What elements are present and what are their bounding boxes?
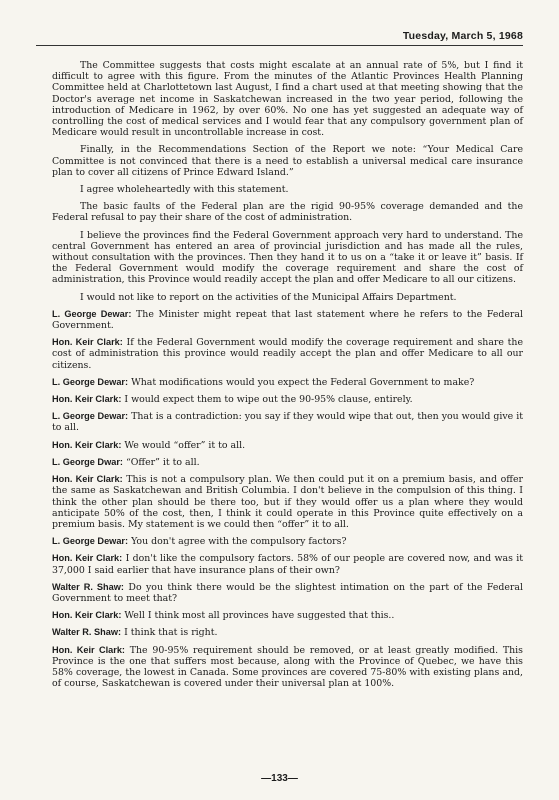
paragraph-text: I would expect them to wipe out the 90-95% clause, entirely. bbox=[124, 394, 413, 406]
paragraph-text: I believe the provinces find the Federal Government approach very hard to understand. The central Government has entered an area of provincial jurisdiction and has made all the rules, without consultation with the provinces. Then they hand it to us on a “take it or leave it” basis. If the Federal Government would modify the coverage requirement and share the cost of administration, this Province would readily accept the plan and offer Medicare to all our citizens. bbox=[52, 229, 523, 286]
body-paragraph bbox=[52, 60, 523, 138]
body-paragraph bbox=[52, 292, 523, 303]
paragraph-text: The Committee suggests that costs might escalate at an annual rate of 5%, but I find it difficult to agree with this figure. From the minutes of the Atlantic Provinces Health Planning Committee held at Charlottetown last August, I find a chart used at that meeting showing that the Doctor's average net income in Saskatchewan increased in the two year period, following the introduction of Medicare in 1962, by over 60%. No one has yet suggested an adequate way of controlling the cost of medical services and I would fear that any compulsory government plan of Medicare would result in uncontrollable increase in cost. bbox=[52, 60, 523, 139]
page-header bbox=[36, 30, 523, 46]
speaker-paragraph bbox=[52, 553, 523, 575]
paragraph-text: I would not like to report on the activities of the Municipal Affairs Department. bbox=[80, 291, 457, 303]
paragraph-text: I think that is right. bbox=[124, 627, 218, 639]
paragraph-text: I agree wholeheartedly with this statement. bbox=[80, 184, 289, 196]
speaker-name: Hon. Keir Clark: bbox=[52, 644, 125, 655]
paragraph-text: This is not a compulsory plan. We then could put it on a premium basis, and offer the same as Saskatchewan and British Columbia. I don't believe in the compulsion of this thing. I think the other plan should be there too, but if they would offer us a plan where they would anticipate 50% of the cost, then, I think it could operate in this Province quite effectively on a premium basis. My statement is we could then “offer” it to all. bbox=[52, 474, 524, 530]
speaker-paragraph bbox=[52, 627, 523, 638]
paragraph-text: The Minister might repeat that last statement where he refers to the Federal Government. bbox=[52, 308, 523, 332]
speaker-paragraph bbox=[52, 440, 523, 451]
speaker-name: Walter R. Shaw: bbox=[52, 627, 122, 638]
speaker-name: Hon. Keir Clark: bbox=[52, 337, 123, 348]
speaker-name: Hon. Keir Clark: bbox=[52, 474, 123, 485]
paragraph-text: You don't agree with the compulsory factors? bbox=[131, 536, 347, 548]
paragraph-text: Do you think there would be the slightest intimation on the part of the Federal Government to meet that? bbox=[52, 581, 523, 604]
paragraph-text: The basic faults of the Federal plan are the rigid 90-95% coverage demanded and the Federal refusal to pay their share of the cost of administration. bbox=[52, 201, 523, 224]
body-paragraph bbox=[52, 201, 523, 223]
speaker-paragraph bbox=[52, 645, 523, 690]
header-date: Tuesday, March 5, 1968 bbox=[402, 30, 523, 42]
body-paragraph bbox=[52, 184, 523, 195]
speaker-name: L. George Dewar: bbox=[52, 308, 132, 319]
speaker-paragraph bbox=[52, 309, 523, 331]
paragraph-text: Finally, in the Recommendations Section of the Report we note: “Your Medical Care Committee is not convinced that there is a need to establish a universal medical care insurance plan to cover all citizens of Prince Edward Island.” bbox=[52, 144, 523, 178]
page-number: —133— bbox=[261, 773, 298, 784]
speaker-name: Hon. Keir Clark: bbox=[52, 553, 123, 564]
speaker-name: Hon. Keir Clark: bbox=[52, 394, 122, 405]
paragraph-text: That is a contradiction: you say if they would wipe that out, then you would give it to all. bbox=[52, 411, 523, 434]
speaker-name: L. George Dwar: bbox=[52, 456, 123, 467]
speaker-name: L. George Dewar: bbox=[52, 536, 129, 547]
speaker-name: Hon. Keir Clark: bbox=[52, 610, 122, 621]
speaker-paragraph bbox=[52, 536, 523, 547]
speaker-name: L. George Dewar: bbox=[52, 376, 129, 387]
paragraph-text: The 90-95% requirement should be removed, or at least greatly modified. This Province is the one that suffers most because, along with the Province of Quebec, we have this 58% coverage, the lowest in Canada. Some provinces are covered 75-80% with existing plans and, of course, Saskatchewan is covered under their universal plan at 100%. bbox=[52, 644, 523, 690]
speaker-paragraph bbox=[52, 457, 523, 468]
speaker-paragraph bbox=[52, 377, 523, 388]
transcript-body bbox=[52, 60, 523, 695]
speaker-paragraph bbox=[52, 337, 523, 371]
speaker-name: Hon. Keir Clark: bbox=[52, 439, 122, 450]
paragraph-text: If the Federal Government would modify the coverage requirement and share the cost of administration this province would readily accept the plan and offer Medicare to all our citizens. bbox=[52, 337, 523, 371]
body-paragraph bbox=[52, 230, 523, 286]
paragraph-text: We would “offer” it to all. bbox=[124, 439, 246, 451]
paragraph-text: Well I think most all provinces have suggested that this.. bbox=[124, 610, 395, 622]
speaker-paragraph bbox=[52, 610, 523, 621]
speaker-paragraph bbox=[52, 474, 523, 530]
speaker-paragraph bbox=[52, 394, 523, 405]
speaker-paragraph bbox=[52, 411, 523, 433]
body-paragraph bbox=[52, 144, 523, 178]
paragraph-text: What modifications would you expect the Federal Government to make? bbox=[131, 376, 475, 388]
speaker-name: Walter R. Shaw: bbox=[52, 581, 124, 592]
paragraph-text: “Offer” it to all. bbox=[125, 456, 200, 468]
speaker-paragraph bbox=[52, 582, 523, 604]
speaker-name: L. George Dewar: bbox=[52, 411, 129, 422]
paragraph-text: I don't like the compulsory factors. 58% of our people are covered now, and was it 37,000 I said earlier that have insurance plans of their own? bbox=[52, 553, 524, 576]
